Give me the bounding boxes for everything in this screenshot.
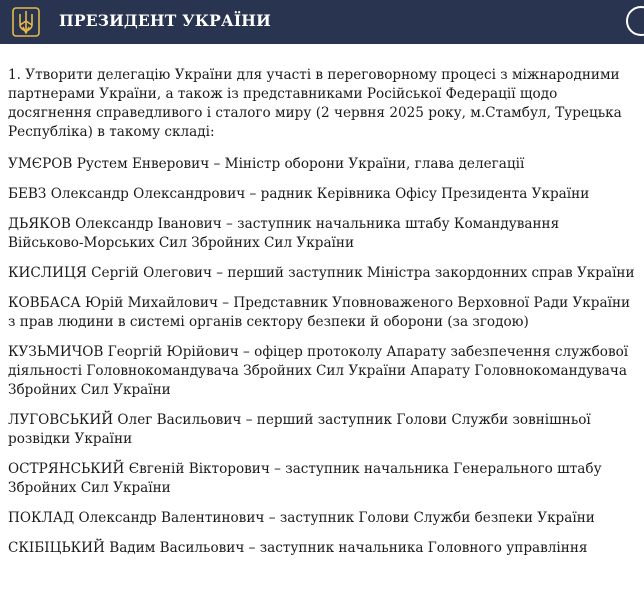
site-title[interactable]: ПРЕЗИДЕНТ УКРАЇНИ <box>59 11 271 30</box>
site-header <box>0 0 644 44</box>
trident-icon[interactable] <box>12 7 40 37</box>
list-item: УМЄРОВ Рустем Енверович – Міністр оборони України, глава делегації <box>8 156 525 172</box>
list-item: ЛУГОВСЬКИЙ Олег Васильович – перший заступник Голови Служби зовнішньої розвідки України <box>8 412 591 447</box>
list-item: КИСЛИЦЯ Сергій Олегович – перший заступник Міністра закордонних справ України <box>8 265 635 281</box>
list-item: БЕВЗ Олександр Олександрович – радник Керівника Офісу Президента України <box>8 186 590 202</box>
list-item: КУЗЬМИЧОВ Георгій Юрійович – офіцер протоколу Апарату забезпечення службової діяльності Головнокомандувача Збройних Сил України Апарату Головнокомандувача Збройних Сил України <box>8 344 629 398</box>
list-item: ОСТРЯНСЬКИЙ Євгеній Вікторович – заступник начальника Генерального штабу Збройних Сил України <box>8 461 602 496</box>
list-item: ПОКЛАД Олександр Валентинович – заступник Голови Служби безпеки України <box>8 510 595 526</box>
list-item: ДЬЯКОВ Олександр Іванович – заступник начальника штабу Командування Військово-Морських Сил Збройних Сил України <box>8 216 560 251</box>
circle-button-icon[interactable] <box>626 6 644 36</box>
decree-intro-paragraph: 1. Утворити делегацію України для участі в переговорному процесі з міжнародними партнерами України, а також із представниками Російської Федерації щодо досягнення справедливого і сталого миру (2 червня 2025 року, м.Стамбул, Турецька Республіка) в такому складі: <box>8 67 622 140</box>
list-item: СКІБІЦЬКИЙ Вадим Васильович – заступник начальника Головного управління <box>8 540 588 556</box>
list-item: КОВБАСА Юрій Михайлович – Представник Уповноваженого Верховної Ради України з прав людини в системі органів сектору безпеки й оборони (за згодою) <box>8 295 631 330</box>
decree-article <box>8 66 636 569</box>
